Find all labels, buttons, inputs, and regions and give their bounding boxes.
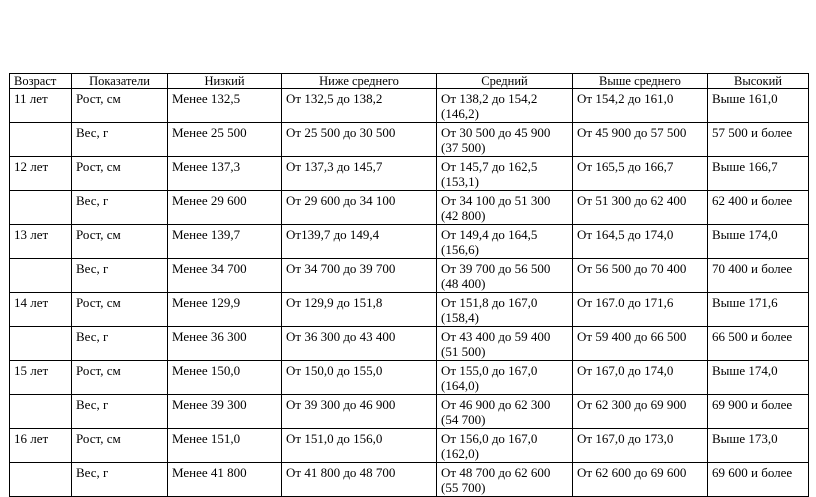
low-cell: Менее 29 600 <box>168 191 282 225</box>
below-average-cell: От 132,5 до 138,2 <box>282 89 437 123</box>
header-row <box>10 74 809 89</box>
header-below-average: Ниже среднего <box>282 74 437 89</box>
header-above-average: Выше среднего <box>573 74 708 89</box>
table-row <box>10 293 809 327</box>
above-average-cell: От 154,2 до 161,0 <box>573 89 708 123</box>
age-cell: 14 лет <box>10 293 72 327</box>
average-cell: От 34 100 до 51 300 (42 800) <box>437 191 573 225</box>
low-cell: Менее 41 800 <box>168 463 282 497</box>
indicator-cell: Вес, г <box>72 259 168 293</box>
indicator-cell: Вес, г <box>72 463 168 497</box>
table-row <box>10 463 809 497</box>
average-cell: От 43 400 до 59 400 (51 500) <box>437 327 573 361</box>
above-average-cell: От 59 400 до 66 500 <box>573 327 708 361</box>
age-cell: 16 лет <box>10 429 72 463</box>
table-row <box>10 191 809 225</box>
indicator-cell: Рост, см <box>72 225 168 259</box>
age-cell: 13 лет <box>10 225 72 259</box>
above-average-cell: От 45 900 до 57 500 <box>573 123 708 157</box>
below-average-cell: От 41 800 до 48 700 <box>282 463 437 497</box>
below-average-cell: От 151,0 до 156,0 <box>282 429 437 463</box>
age-cell <box>10 463 72 497</box>
above-average-cell: От 165,5 до 166,7 <box>573 157 708 191</box>
average-cell: От 156,0 до 167,0 (162,0) <box>437 429 573 463</box>
indicator-cell: Вес, г <box>72 191 168 225</box>
below-average-cell: От 150,0 до 155,0 <box>282 361 437 395</box>
average-cell: От 138,2 до 154,2 (146,2) <box>437 89 573 123</box>
age-cell: 12 лет <box>10 157 72 191</box>
table-row <box>10 89 809 123</box>
below-average-cell: От 137,3 до 145,7 <box>282 157 437 191</box>
high-cell: Выше 174,0 <box>708 361 809 395</box>
table-row <box>10 429 809 463</box>
low-cell: Менее 150,0 <box>168 361 282 395</box>
below-average-cell: От 25 500 до 30 500 <box>282 123 437 157</box>
high-cell: Выше 174,0 <box>708 225 809 259</box>
age-cell <box>10 259 72 293</box>
age-cell: 15 лет <box>10 361 72 395</box>
above-average-cell: От 56 500 до 70 400 <box>573 259 708 293</box>
low-cell: Менее 151,0 <box>168 429 282 463</box>
above-average-cell: От 51 300 до 62 400 <box>573 191 708 225</box>
average-cell: От 155,0 до 167,0 (164,0) <box>437 361 573 395</box>
indicator-cell: Вес, г <box>72 327 168 361</box>
average-cell: От 151,8 до 167,0 (158,4) <box>437 293 573 327</box>
high-cell: 69 900 и более <box>708 395 809 429</box>
high-cell: 57 500 и более <box>708 123 809 157</box>
average-cell: От 145,7 до 162,5 (153,1) <box>437 157 573 191</box>
age-cell <box>10 327 72 361</box>
age-cell <box>10 123 72 157</box>
average-cell: От 39 700 до 56 500 (48 400) <box>437 259 573 293</box>
header-average: Средний <box>437 74 573 89</box>
below-average-cell: От 34 700 до 39 700 <box>282 259 437 293</box>
low-cell: Менее 39 300 <box>168 395 282 429</box>
indicator-cell: Рост, см <box>72 361 168 395</box>
high-cell: Выше 171,6 <box>708 293 809 327</box>
table-row <box>10 259 809 293</box>
norms-table <box>9 73 809 497</box>
average-cell: От 149,4 до 164,5 (156,6) <box>437 225 573 259</box>
indicator-cell: Рост, см <box>72 157 168 191</box>
table-row <box>10 225 809 259</box>
indicator-cell: Рост, см <box>72 293 168 327</box>
average-cell: От 30 500 до 45 900 (37 500) <box>437 123 573 157</box>
below-average-cell: От 36 300 до 43 400 <box>282 327 437 361</box>
high-cell: 69 600 и более <box>708 463 809 497</box>
low-cell: Менее 137,3 <box>168 157 282 191</box>
low-cell: Менее 36 300 <box>168 327 282 361</box>
table-row <box>10 327 809 361</box>
above-average-cell: От 62 600 до 69 600 <box>573 463 708 497</box>
high-cell: Выше 161,0 <box>708 89 809 123</box>
above-average-cell: От 167,0 до 174,0 <box>573 361 708 395</box>
age-cell <box>10 395 72 429</box>
above-average-cell: От 62 300 до 69 900 <box>573 395 708 429</box>
indicator-cell: Рост, см <box>72 429 168 463</box>
age-cell: 11 лет <box>10 89 72 123</box>
average-cell: От 46 900 до 62 300 (54 700) <box>437 395 573 429</box>
indicator-cell: Вес, г <box>72 395 168 429</box>
table-row <box>10 123 809 157</box>
age-cell <box>10 191 72 225</box>
header-age: Возраст <box>10 74 72 89</box>
table-row <box>10 361 809 395</box>
indicator-cell: Рост, см <box>72 89 168 123</box>
table-row <box>10 395 809 429</box>
high-cell: 66 500 и более <box>708 327 809 361</box>
below-average-cell: От 29 600 до 34 100 <box>282 191 437 225</box>
header-low: Низкий <box>168 74 282 89</box>
above-average-cell: От 167,0 до 173,0 <box>573 429 708 463</box>
below-average-cell: От139,7 до 149,4 <box>282 225 437 259</box>
high-cell: 62 400 и более <box>708 191 809 225</box>
above-average-cell: От 164,5 до 174,0 <box>573 225 708 259</box>
below-average-cell: От 39 300 до 46 900 <box>282 395 437 429</box>
below-average-cell: От 129,9 до 151,8 <box>282 293 437 327</box>
low-cell: Менее 34 700 <box>168 259 282 293</box>
table-row <box>10 157 809 191</box>
header-indicators: Показатели <box>72 74 168 89</box>
high-cell: Выше 166,7 <box>708 157 809 191</box>
low-cell: Менее 25 500 <box>168 123 282 157</box>
high-cell: 70 400 и более <box>708 259 809 293</box>
low-cell: Менее 129,9 <box>168 293 282 327</box>
low-cell: Менее 132,5 <box>168 89 282 123</box>
high-cell: Выше 173,0 <box>708 429 809 463</box>
header-high: Высокий <box>708 74 809 89</box>
average-cell: От 48 700 до 62 600 (55 700) <box>437 463 573 497</box>
low-cell: Менее 139,7 <box>168 225 282 259</box>
above-average-cell: От 167.0 до 171,6 <box>573 293 708 327</box>
indicator-cell: Вес, г <box>72 123 168 157</box>
